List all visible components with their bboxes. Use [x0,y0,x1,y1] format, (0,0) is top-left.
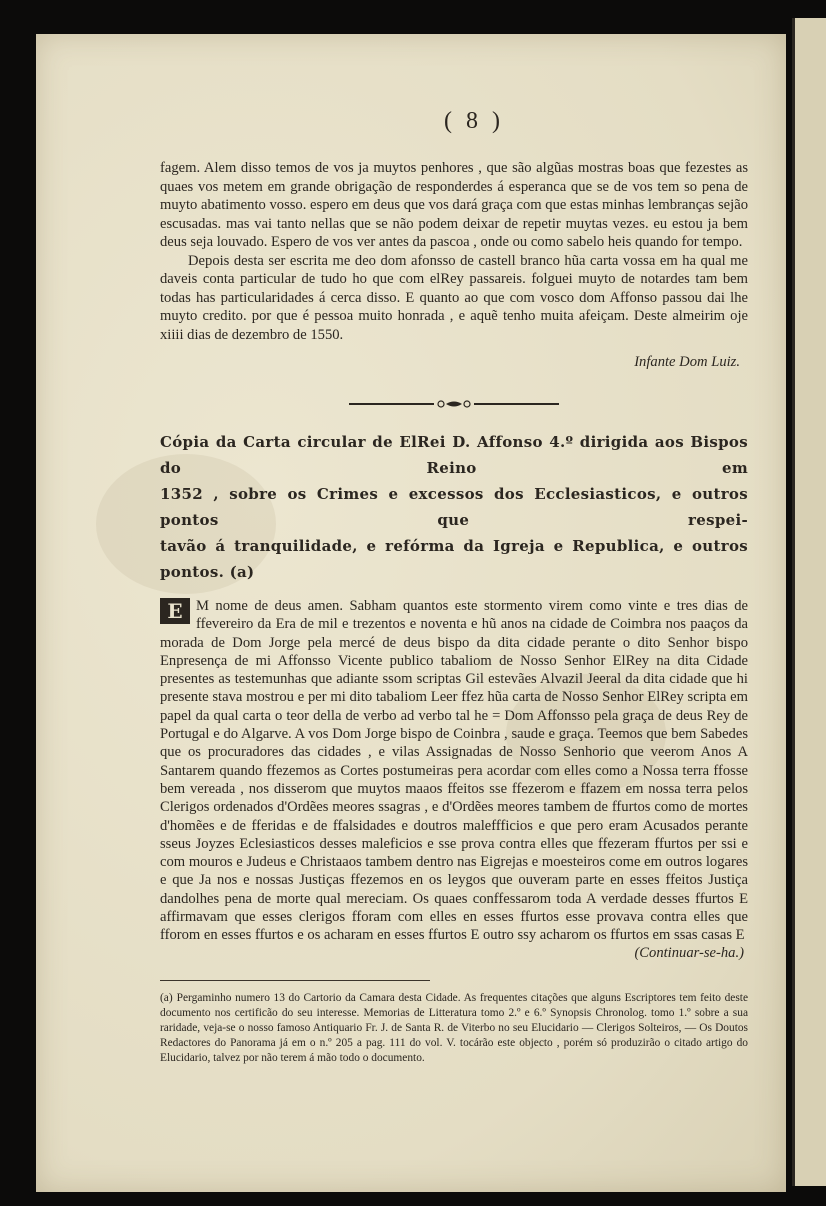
section-heading-line: tavão á tranquilidade, e refórma da Igreja e Republica, e outros pontos. (a) [160,537,748,581]
footnote-label: (a) [160,991,173,1004]
charter-text [160,597,748,945]
footnote-text: Pergaminho numero 13 do Cartorio da Camara desta Cidade. As frequentes citações que alguns Escriptores tem feito deste documento nos certificão do seu interesse. Memorias de Litteratura tomo 2.º e 6.º Synopsis Chronolog. tomo 1.º sobre a sua raridade, veja-se o nosso famoso Antiquario Fr. J. de Santa R. de Viterbo no seu Elucidario — Clerigos Solteiros, — Os Doutos Redactores do Panorama já em o n.º 205 a pag. 111 do vol. V. tocárão este objecto , porém só produzirão o citado artigo do Elucidario, talvez por não terem á mão todo o documento. [160,991,748,1064]
section-heading-line: Cópia da Carta circular de ElRei D. Affonso 4.º dirigida aos Bispos do Reino em [160,433,748,477]
footnote [160,991,748,1066]
charter-body: M nome de deus amen. Sabham quantos este stormento virem como vinte e tres dias de ffevereiro da Era de mil e trezentos e noventa e hũ anos na cidade de Coimbra nos paaços da morada de Dom Jorge pela mercé de deus bispo da dita cidade perante o dito Senhor bispo Enpresença de mi Affonsso Vicente publico tabaliom de Nosso Senhor ElRey na dita Cidade presentes as testemunhas que adiante ssom scriptas Gil estevães Alvazil Jeeral da dita cidade que hi presente stava mostrou e per mi dito tabaliom Leer ffez hũa carta de Nosso Senhor ElRey scripta em papel da qual carta o teor della de verbo ad verbo tal he = Dom Affonsso pela graça de deus Rey de Portugal e do Algarve. A vos Dom Jorge bispo de Coinbra , saude e graça. Teemos que bem Sabedes que os procuradores das cidades , e vilas Assignadas de Nosso Senhorio que veerom Anos A Santarem quando ffezemos as Cortes postumeiras pera acordar com elles como a Nossa terra ffosse bem vereada , nos disserom que muytos maaos ffeitos sse ffezerom e ffazem em nossa terra pelos Clerigos ordenados d'Ordẽes meores ssagras , e d'Ordẽes meores tambem de ffurtos como de mortes d'homẽes e de fferidas e de ffalsidades e doutros maleffficios e que pero eram Acusados perante sseus Joyzes Eclesiasticos desses maleficios e sse prova contra elles que ffezeram ffurtos per ssi e com mouros e Judeus e Christaaos tambem dentro nas Eigrejas e moesteiros come em outros logares e que Ja nos e nossas Justiças ffezemos en os leygos que ouveram parte en esses ffeitos Justiça dandolhes pena de morte qual mereciam. Os quaes conffessarom toda A verdade desses ffurtos E affirmavam que esses clerigos fforam com elles en esses ffurtos esse provava contra elles que fforom en esses ffurtos e os acharam en esses ffurtos E outro ssy acharom os ffurtos em ssas casas E [160,598,748,944]
page-number: ( 8 ) [444,108,504,134]
drop-cap-initial: E [160,598,190,624]
section-heading [160,429,748,585]
letter-paragraph-1: fagem. Alem disso temos de vos ja muytos penhores , que são algũas mostras boas que fezestes as quaes vos metem em grande obrigação de responderdes á esperanca que se de vos tem so pena de muyto abatimento vosso. espero em deus que vos dará graça com que estas minhas lembranças sejão escusadas. mas vai tanto nellas que se não podem deixar de repetir muytas vezes. eu estou ja bem deus seja louvado. Espero de vos ver antes da pascoa , onde ou como sabelo heis quando for tempo. [160,160,748,250]
letter-signature: Infante Dom Luiz. [634,354,740,370]
letter-paragraph-2: Depois desta ser escrita me deo dom afonsso de castell branco hũa carta vossa em ha qual me daveis conta particular de tudo ho que com elRey passareis. folguei muyto de notardes tam bem todas has particularidades á cerca disso. E quanto ao que com vosco dom Affonso passou dai lhe muyto credito. por que é pessoa muito honrada , e aquẽ tenho muita afeiçam. Deste almeirim oje xiiii dias de dezembro de 1550. [160,252,748,343]
adjacent-page-edge [792,18,826,1186]
page-content [160,108,748,1066]
footnote-divider [160,980,430,981]
continuation-note: (Continuar-se-ha.) [634,944,744,961]
section-heading-line: 1352 , sobre os Crimes e excessos dos Ecclesiasticos, e outros pontos que respei- [160,485,748,529]
ornamental-divider [349,399,559,409]
